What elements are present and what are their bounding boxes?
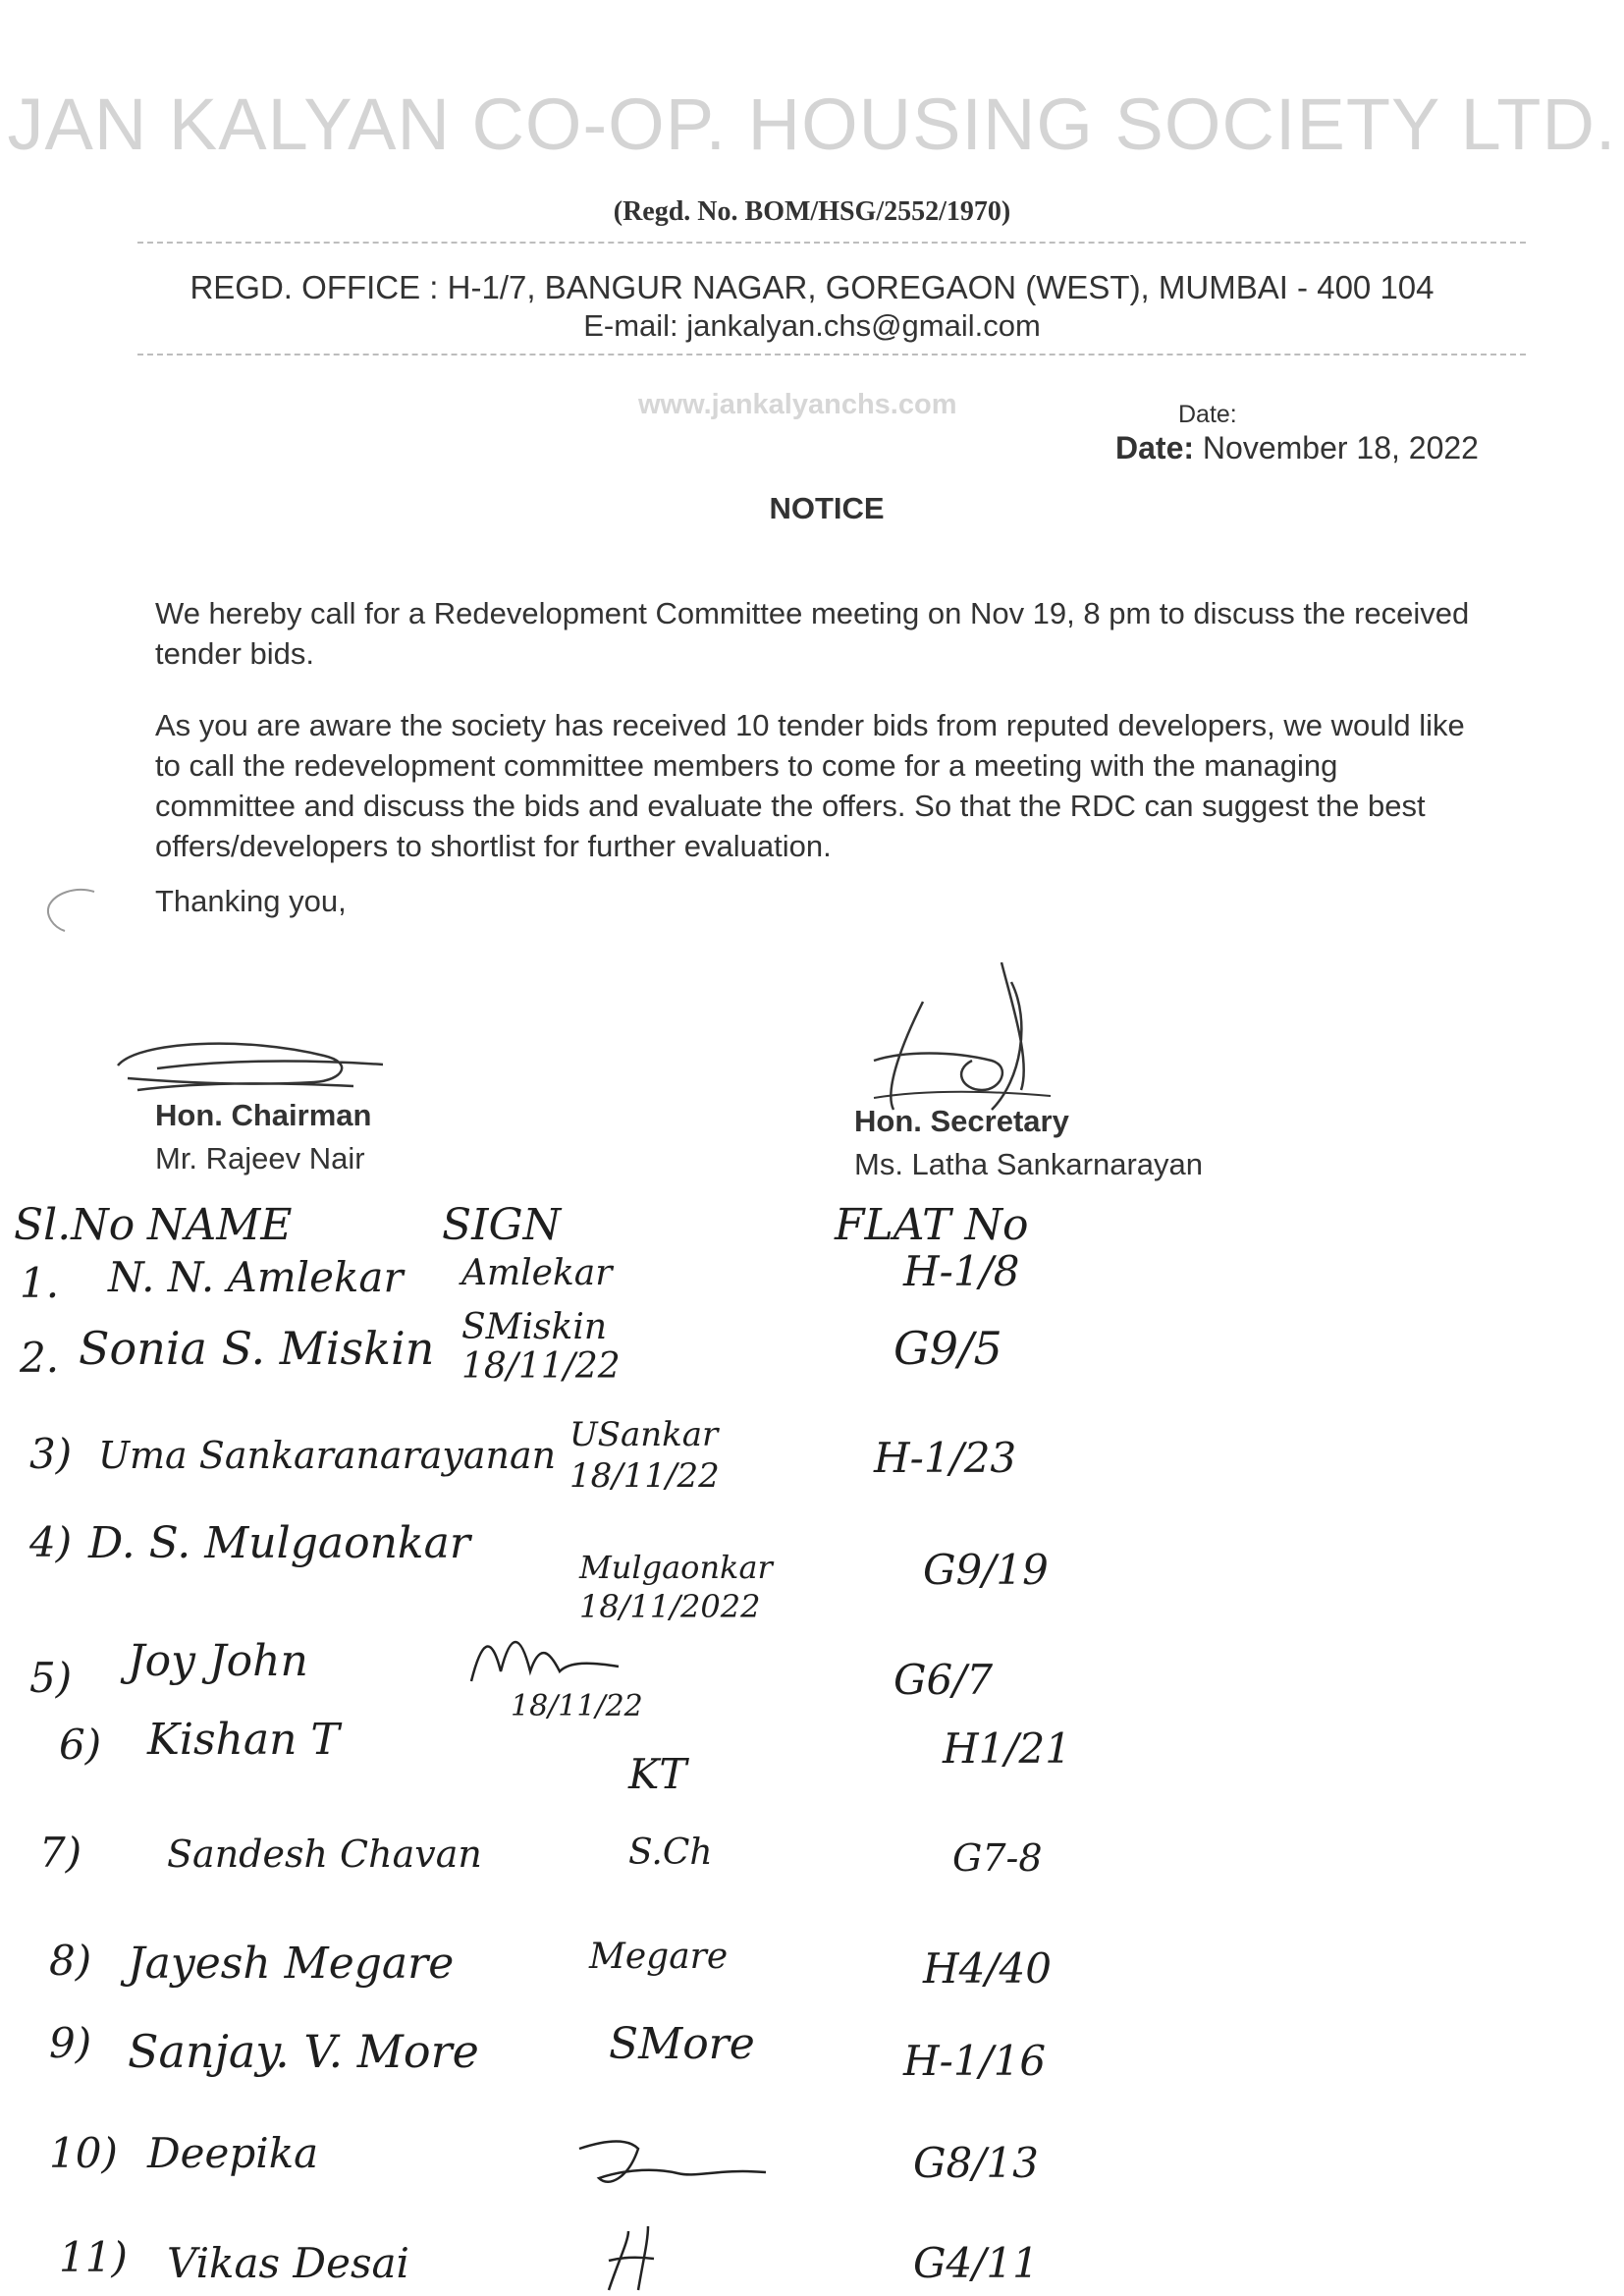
row-4-sign: Mulgaonkar 18/11/2022 [579, 1549, 773, 1625]
date-value: November 18, 2022 [1202, 430, 1479, 465]
chairman-signature-icon [98, 1021, 412, 1110]
row-5-sno: 5) [29, 1654, 73, 1702]
row-6-sign: KT [628, 1750, 687, 1798]
row-2-sno: 2. [20, 1334, 60, 1382]
row-11-signature-icon [589, 2221, 668, 2296]
registration-number: (Regd. No. BOM/HSG/2552/1970) [613, 196, 1011, 227]
header-sno: Sl.No [14, 1200, 135, 1250]
row-10-flat: G8/13 [913, 2139, 1039, 2187]
date-label-small: Date: [1178, 401, 1237, 428]
row-9-flat: H-1/16 [903, 2037, 1047, 2085]
row-7-sno: 7) [39, 1829, 82, 1877]
row-9-name: Sanjay. V. More [128, 2025, 479, 2078]
row-8-flat: H4/40 [923, 1944, 1052, 1993]
date-label: Date: [1115, 430, 1195, 465]
notice-paragraph-1: We hereby call for a Redevelopment Committee meeting on Nov 19, 8 pm to discuss the received tender bids. [155, 596, 1470, 671]
row-11-name: Vikas Desai [167, 2239, 409, 2287]
secretary-role: Hon. Secretary [854, 1104, 1069, 1138]
header-name: NAME [147, 1200, 293, 1250]
row-3-sign: USankar 18/11/22 [569, 1415, 720, 1496]
row-2-name: Sonia S. Miskin [79, 1322, 435, 1375]
header-flat: FLAT No [835, 1200, 1029, 1250]
society-name: JAN KALYAN CO-OP. HOUSING SOCIETY LTD. [7, 83, 1617, 165]
row-5-sign: 18/11/22 [511, 1689, 643, 1723]
row-4-flat: G9/19 [923, 1546, 1049, 1594]
secretary-name: Ms. Latha Sankarnarayan [854, 1147, 1203, 1181]
header-sign: SIGN [442, 1200, 562, 1250]
notice-title: NOTICE [769, 491, 885, 525]
row-11-flat: G4/11 [913, 2239, 1039, 2287]
row-6-flat: H1/21 [943, 1724, 1071, 1773]
row-11-sno: 11) [59, 2233, 128, 2281]
row-9-sign: SMore [609, 2019, 755, 2069]
row-9-sno: 9) [49, 2019, 92, 2067]
email-address: E-mail: jankalyan.chs@gmail.com [583, 308, 1041, 343]
row-1-sno: 1. [20, 1259, 60, 1307]
row-4-sno: 4) [29, 1518, 73, 1566]
row-1-flat: H-1/8 [903, 1247, 1020, 1295]
row-5-flat: G6/7 [893, 1656, 994, 1704]
header-divider-top [137, 242, 1526, 244]
notice-paragraph-2: As you are aware the society has received 10 tender bids from reputed developers, we would like to call the redevelopment committee members to come for a meeting with the managing committee and discuss the bids and evaluate the offers. So that the RDC can suggest the best offers/developers to shortlist for further evaluation. [155, 708, 1465, 863]
row-7-sign: S.Ch [628, 1832, 713, 1873]
row-8-sign: Megare [589, 1937, 729, 1977]
stray-mark-icon [35, 884, 104, 943]
row-2-sign: SMiskin 18/11/22 [461, 1307, 621, 1387]
row-3-name: Uma Sankaranarayanan [98, 1434, 557, 1477]
chairman-role: Hon. Chairman [155, 1098, 372, 1132]
row-3-sno: 3) [29, 1430, 73, 1478]
row-6-sno: 6) [59, 1721, 102, 1769]
row-7-flat: G7-8 [952, 1836, 1043, 1880]
date-line [1115, 430, 1479, 466]
chairman-name: Mr. Rajeev Nair [155, 1141, 365, 1175]
row-10-name: Deepika [147, 2129, 319, 2177]
row-3-flat: H-1/23 [874, 1434, 1017, 1482]
row-10-sno: 10) [49, 2129, 118, 2177]
office-address: REGD. OFFICE : H-1/7, BANGUR NAGAR, GOREGAON (WEST), MUMBAI - 400 104 [189, 269, 1435, 305]
row-2-flat: G9/5 [893, 1322, 1002, 1375]
row-1-name: N. N. Amlekar [108, 1253, 404, 1301]
website-address: www.jankalyanchs.com [638, 389, 957, 420]
row-6-name: Kishan T [147, 1715, 340, 1765]
closing-text: Thanking you, [155, 884, 347, 918]
row-8-sno: 8) [49, 1937, 92, 1985]
row-8-name: Jayesh Megare [128, 1939, 455, 1989]
row-5-name: Joy John [128, 1636, 308, 1686]
row-1-sign: Amlekar [461, 1253, 613, 1293]
row-7-name: Sandesh Chavan [167, 1832, 482, 1876]
header-divider-bottom [137, 354, 1526, 355]
row-10-signature-icon [569, 2129, 776, 2198]
row-4-name: D. S. Mulgaonkar [88, 1518, 470, 1568]
